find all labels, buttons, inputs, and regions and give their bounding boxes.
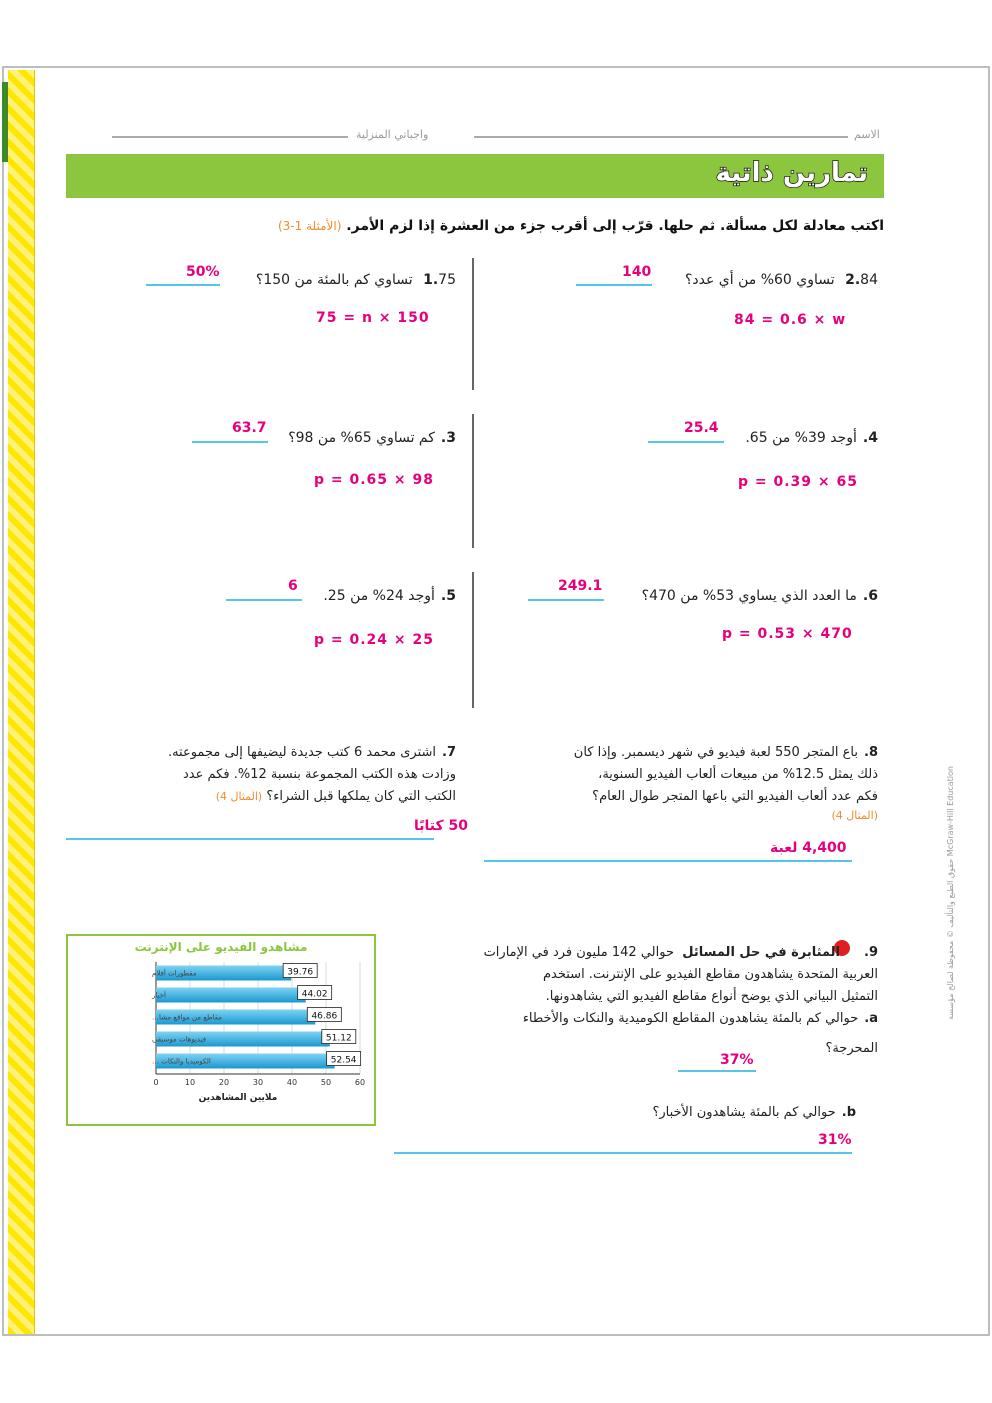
problem-8-line-1: 8.باع المتجر 550 لعبة فيديو في شهر ديسمبر. وإذا كان xyxy=(573,745,878,760)
problem-text: 84 تساوي 60% من أي عدد؟ xyxy=(684,272,878,288)
problem-8-line-2: ذلك يمثل 12.5% من مبيعات ألعاب الفيديو السنوية، xyxy=(598,767,878,782)
divider-3 xyxy=(472,572,474,708)
chart-title: مشاهدو الفيديو على الإنترنت xyxy=(134,940,308,954)
answer-line-9b xyxy=(394,1152,852,1154)
problem-7-line-1: 7.اشترى محمد 6 كتب جديدة ليضيفها إلى مجموعته. xyxy=(167,745,456,760)
chart-box xyxy=(66,934,376,1126)
answer-5: 6 xyxy=(288,578,298,594)
part-a-label: a. xyxy=(864,1011,878,1026)
problem-1 xyxy=(256,272,456,288)
problem-9-part-a: a.حوالي كم بالمئة يشاهدون المقاطع الكوميدية والنكات والأخطاء xyxy=(522,1011,878,1026)
value-label: 51.12 xyxy=(325,1033,352,1044)
x-axis-label: ملايين المشاهدين xyxy=(198,1093,278,1103)
title-bar xyxy=(66,154,884,198)
problem-3 xyxy=(288,430,456,446)
value-label: 44.02 xyxy=(301,989,328,1000)
homework-label: واجباتي المنزلية xyxy=(356,128,429,141)
problem-7-line-2: وزادت هذه الكتب المجموعة بنسبة 12%. فكم عدد xyxy=(183,767,456,782)
tick-label: 10 xyxy=(184,1078,196,1087)
problem-text: أوجد 39% من 65. xyxy=(745,430,857,446)
yellow-strip xyxy=(8,70,35,1334)
problem-number: 2. xyxy=(845,272,861,288)
problem-6 xyxy=(642,588,878,604)
answer-9b: 31% xyxy=(818,1132,852,1148)
problem-number: 3. xyxy=(440,430,456,446)
answer-3: 63.7 xyxy=(232,420,267,436)
instructions xyxy=(104,218,884,234)
homework-line xyxy=(112,136,348,138)
copyright-side-text: حقوق الطبع والتأليف © محفوظة لصالح مؤسسة McGraw-Hill Education xyxy=(946,766,955,1020)
answer-line-8 xyxy=(484,860,852,862)
tick-label: 30 xyxy=(252,1078,264,1087)
name-line xyxy=(474,136,848,138)
answer-line-5 xyxy=(226,599,302,601)
tick-label: 60 xyxy=(354,1078,366,1087)
problem-text: أوجد 24% من 25. xyxy=(323,588,435,604)
problem-text: ما العدد الذي يساوي 53% من 470؟ xyxy=(641,588,857,604)
chart-svg xyxy=(68,936,374,1124)
equation-3: p = 0.65 × 98 xyxy=(314,472,435,488)
problem-9-line-1: 9.المثابرة في حل المسائل حوالي 142 مليون فرد في الإمارات xyxy=(483,945,878,960)
value-label: 46.86 xyxy=(311,1011,338,1022)
problem-9-heading: المثابرة في حل المسائل xyxy=(682,945,840,960)
answer-9a: 37% xyxy=(720,1052,754,1068)
problem-2 xyxy=(685,272,878,288)
instructions-ref: (الأمثلة 1-3) xyxy=(277,219,342,233)
problem-number: 6. xyxy=(862,588,878,604)
category-label: فيديوهات موسيقى xyxy=(152,1035,207,1044)
bar xyxy=(156,988,306,1003)
problem-9-part-a-2: المحرجة؟ xyxy=(825,1041,878,1056)
answer-8: 4,400 لعبة xyxy=(770,840,847,856)
equation-6: p = 0.53 × 470 xyxy=(722,626,853,642)
category-label: أخبار xyxy=(152,991,166,1000)
name-label: الاسم xyxy=(854,128,880,141)
problem-9-line-2: العربية المتحدة يشاهدون مقاطع الفيديو على الإنترنت. استخدم xyxy=(542,967,878,982)
problem-5 xyxy=(323,588,456,604)
problem-8 xyxy=(486,742,878,824)
answer-line-7 xyxy=(66,838,434,840)
divider-1 xyxy=(472,258,474,390)
problem-8-ref: (المثال 4) xyxy=(831,809,878,822)
problem-text: كم تساوي 65% من 98؟ xyxy=(288,430,435,446)
answer-7: 50 كتابًا xyxy=(414,818,468,834)
equation-5: p = 0.24 × 25 xyxy=(314,632,435,648)
answer-6: 249.1 xyxy=(558,578,603,594)
problem-number: 8. xyxy=(864,745,878,760)
equation-2: 84 = 0.6 × w xyxy=(734,312,847,328)
problem-number: 4. xyxy=(862,430,878,446)
problem-4 xyxy=(745,430,878,446)
problem-7 xyxy=(72,742,456,808)
category-label: مقطورات أفلام xyxy=(152,969,197,978)
problem-number: 9. xyxy=(864,945,878,960)
tick-label: 0 xyxy=(153,1078,159,1087)
category-label: مقاطع من مواقع مشا… xyxy=(152,1013,222,1022)
problem-number: 7. xyxy=(442,745,456,760)
problem-7-ref: (المثال 4) xyxy=(215,790,263,803)
category-label: الكوميديا والنكات … xyxy=(152,1057,211,1066)
problem-7-line-3: الكتب التي كان يملكها قبل الشراء؟ (المثال 4) xyxy=(215,789,456,804)
tick-label: 40 xyxy=(286,1078,298,1087)
problem-number: 1. xyxy=(423,272,439,288)
instructions-text: اكتب معادلة لكل مسألة. ثم حلها. قرّب إلى أقرب جزء من العشرة إذا لزم الأمر. xyxy=(346,218,884,234)
answer-line-4 xyxy=(648,441,724,443)
problem-9-line-3: التمثيل البياني الذي يوضح أنواع مقاطع الفيديو التي يشاهدونها. xyxy=(545,989,878,1004)
answer-line-3 xyxy=(192,441,268,443)
problem-number: 5. xyxy=(440,588,456,604)
equation-1: 75 = n × 150 xyxy=(316,310,430,326)
problem-9-part-b: b.حوالي كم بالمئة يشاهدون الأخبار؟ xyxy=(652,1105,856,1120)
value-label: 52.54 xyxy=(330,1055,357,1066)
problem-text: 75 تساوي كم بالمئة من 150؟ xyxy=(255,272,456,288)
value-label: 39.76 xyxy=(287,967,314,978)
answer-line-9a xyxy=(678,1070,756,1072)
answer-line-2 xyxy=(576,284,652,286)
answer-4: 25.4 xyxy=(684,420,719,436)
answer-1: 50% xyxy=(186,264,220,280)
answer-2: 140 xyxy=(622,264,652,280)
problem-8-line-3: فكم عدد ألعاب الفيديو التي باعها المتجر طوال العام؟ xyxy=(592,789,878,804)
answer-line-1 xyxy=(146,284,220,286)
tick-label: 20 xyxy=(218,1078,230,1087)
equation-4: p = 0.39 × 65 xyxy=(738,474,859,490)
tick-label: 50 xyxy=(320,1078,332,1087)
page-title: تمارين ذاتية xyxy=(715,158,868,188)
answer-line-6 xyxy=(528,599,604,601)
divider-2 xyxy=(472,414,474,548)
part-b-label: b. xyxy=(841,1105,856,1120)
problem-9 xyxy=(408,942,878,1060)
